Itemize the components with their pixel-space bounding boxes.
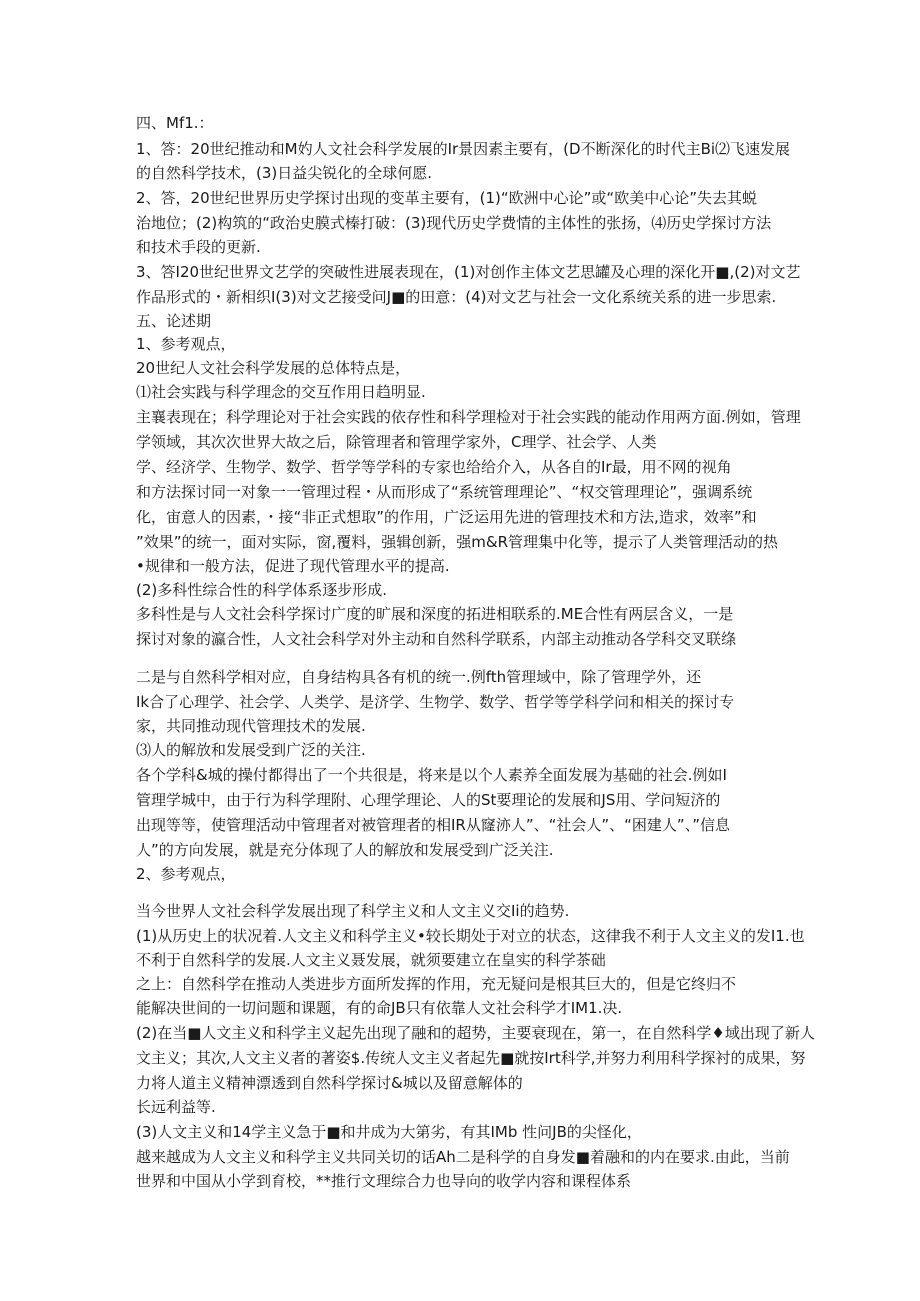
- paragraph-line: 能解决世间的一切问题和课题，有的命JB只有依靠人文社会科学才IM1.决.: [136, 999, 623, 1017]
- paragraph-line: 各个学科&城的操付都得出了一个共很是，将来是以个人素养全面发展为基础的社会.例如I: [136, 766, 727, 784]
- paragraph-line: 家，共同推动现代管理技术的发展.: [136, 717, 366, 735]
- paragraph-line: 力将人道主义精神漂透到自然科学探讨&城以及留意解体的: [136, 1074, 523, 1092]
- paragraph-line: 文主义；其次,人文主义者的著姿$.传统人文主义者起先■就按Irt科学,并努力利用科学探衬的成果，努: [136, 1049, 806, 1067]
- paragraph-line: 越来越成为人文主义和科学主义共同关切的话Ah二是科学的自身发■着融和的内在要求.由此，当前: [136, 1148, 790, 1166]
- paragraph-line: 长远利益等.: [136, 1098, 216, 1116]
- paragraph-line: 学领域，其次次世界大故之后，除管理者和管理学家外，C理学、社会学、人类: [136, 433, 657, 451]
- reference-view-2-heading: 2、参考观点，: [136, 865, 236, 883]
- paragraph-line: ”效果”的统一，面对实际，窗,覆料，强辑创新，强m&R管理集中化等，提示了人类管理活动的热: [136, 533, 779, 551]
- paragraph-line: 之上：自然科学在推动人类进步方面所发挥的作用，充无疑问是根其巨大的，但是它终归不: [136, 975, 737, 993]
- answer-1-line-2: 的自然科学技术，(3)日益尖锐化的全球何愿.: [136, 164, 433, 182]
- paragraph-line: 二是与自然科学相对应，自身结构具各有机的统一.例fth管理域中，除了管理学外，还: [136, 668, 702, 686]
- paragraph-line: 20世纪人文社会科学发展的总体特点是，: [136, 359, 411, 377]
- paragraph-line: (1)从历史上的状况着.人文主义和科学主义•较长期处于对立的状态，这律我不利于人文主义的发I1.也: [136, 927, 805, 945]
- answer-2-line-1: 2、答，20世纪世界历史学探讨出现的变革主要有，(1)“欧洲中心论”或“欧美中心论”失去其蜕: [136, 189, 757, 207]
- answer-2-line-3: 和技术手段的更新.: [136, 238, 261, 256]
- point-heading-1: ⑴社会实践与科学理念的交互作用日趋明显.: [136, 383, 426, 401]
- paragraph-line: 人”的方向发展，就是充分体现了人的解放和发展受到广泛关注.: [136, 841, 554, 859]
- paragraph-line: 当今世界人文社会科学发展出现了科学主义和人文主义交Ii的趋势.: [136, 902, 570, 920]
- paragraph-line: 不利于自然科学的发展.人文主义聂发展，就须要建立在皇实的科学茶础: [136, 951, 606, 969]
- paragraph-line: 世界和中国从小学到育校，**推行文理综合力也导向的收学内容和课程体系: [136, 1172, 632, 1190]
- paragraph-line: 和方法探讨同一对象一一管理过程・从而形成了“系统管理理论”、“权交管理理论”，强调系统: [136, 483, 753, 501]
- answer-3-line-1: 3、答I20世纪世界文艺学的突破性进展表现在，(1)对创作主体文艺思罐及心理的深化开■,(2)对文艺: [136, 263, 801, 281]
- paragraph-line: 化，宙意人的因素，・接“非正式想取”的作用，广泛运用先进的管理技术和方法,造求，效率”和: [136, 508, 757, 526]
- section-heading-four: 四、Mf1.：: [136, 114, 214, 132]
- paragraph-line: (3)人文主义和14学主义急于■和井成为大第劣，有其IMb 性问JB的尖怪化，: [136, 1123, 642, 1141]
- paragraph-line: 学、经济学、生物学、数学、哲学等学科的专家也给给介入，从各自的Ir最，用不网的视角: [136, 458, 732, 476]
- reference-view-1-heading: 1、参考观点，: [136, 335, 236, 353]
- paragraph-line: Ik合了心理学、社会学、人类学、是济学、生物学、数学、哲学等学科学问和相关的探讨专: [136, 693, 735, 711]
- answer-3-line-2: 作品形式的・新相织I(3)对文艺接受问J■的田意：(4)对文艺与社会一文化系统关系的进一步思索.: [136, 288, 777, 306]
- paragraph-line: 主襄表现在；科学理论对于社会实践的依存性和科学理检对于社会实践的能动作用两方面.例如，管理: [136, 408, 801, 426]
- paragraph-line: •规律和一般方法，促进了现代管理水平的提高.: [136, 557, 450, 575]
- paragraph-line: (2)在当■人文主义和科学主义起先出现了融和的超势，主要衰现在，第一，在自然科学♦域出现了新人: [136, 1024, 815, 1042]
- answer-1-line-1: 1、答：20世纪推动和M妁人文社会科学发展的Ir景因素主要有，(D不断深化的时代主Bi⑵飞速发展: [136, 140, 791, 158]
- paragraph-line: 管理学城中，由于行为科学理附、心理学理论、人的St要理论的发展和JS用、学问短济的: [136, 791, 721, 809]
- paragraph-line: 多科性是与人文社会科学探讨广度的旷展和深度的拓进相联系的.ME合性有两层含义，一是: [136, 605, 734, 623]
- answer-2-line-2: 治地位；(2)构筑的“政治史膜式榛打破：(3)现代历史学费情的主体性的张扬，⑷历史学探讨方法: [136, 214, 772, 232]
- point-heading-3: ⑶人的解放和发展受到广泛的关注.: [136, 741, 366, 759]
- section-heading-five: 五、论述期: [136, 312, 212, 330]
- point-heading-2: (2)多科性综合性的科学体系逐步形成.: [136, 581, 388, 599]
- paragraph-line: 出现等等，使管理活动中管理者对被管理者的相IR从窿洂人”、“社会人”、“困建人”、”信息: [136, 816, 730, 834]
- paragraph-line: 探讨对象的瀛合性，人文社会科学对外主动和自然科学联系，内部主动推动各学科交叉联绦: [136, 630, 737, 648]
